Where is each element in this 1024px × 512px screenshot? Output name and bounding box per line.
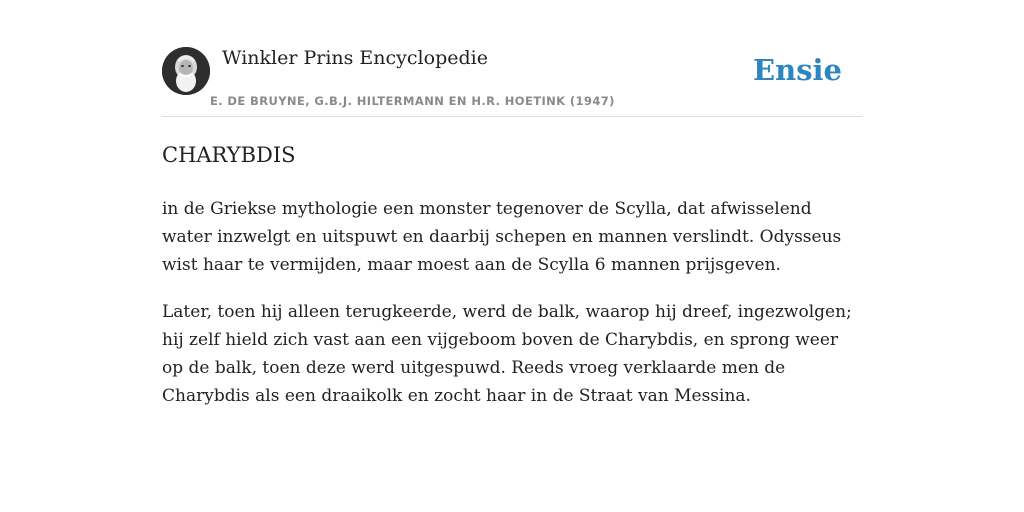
article [162,138,862,410]
source-title[interactable]: Winkler Prins Encyclopedie [222,47,488,69]
ensie-logo-link[interactable]: Ensie [753,53,842,87]
author-avatar-icon [162,47,210,95]
article-title: CHARYBDIS [162,143,296,167]
article-paragraph: in de Griekse mythologie een monster tegenover de Scylla, dat afwisselend water inzwelgt en uitspuwt en daarbij schepen en mannen verslindt. Odysseus wist haar te vermijden, maar moest aan de Scylla 6 mannen prijsgeven. [162,199,842,275]
source-authors: E. DE BRUYNE, G.B.J. HILTERMANN EN H.R. HOETINK (1947) [210,94,615,108]
source-header [162,46,862,117]
article-paragraph: Later, toen hij alleen terugkeerde, werd de balk, waarop hij dreef, ingezwolgen; hij zelf hield zich vast aan een vijgeboom boven de Charybdis, en sprong weer op de balk, toen deze werd uitgespuwd. Reeds vroeg verklaarde men de Charybdis als een draaikolk en zocht haar in de Straat van Messina. [162,302,852,406]
